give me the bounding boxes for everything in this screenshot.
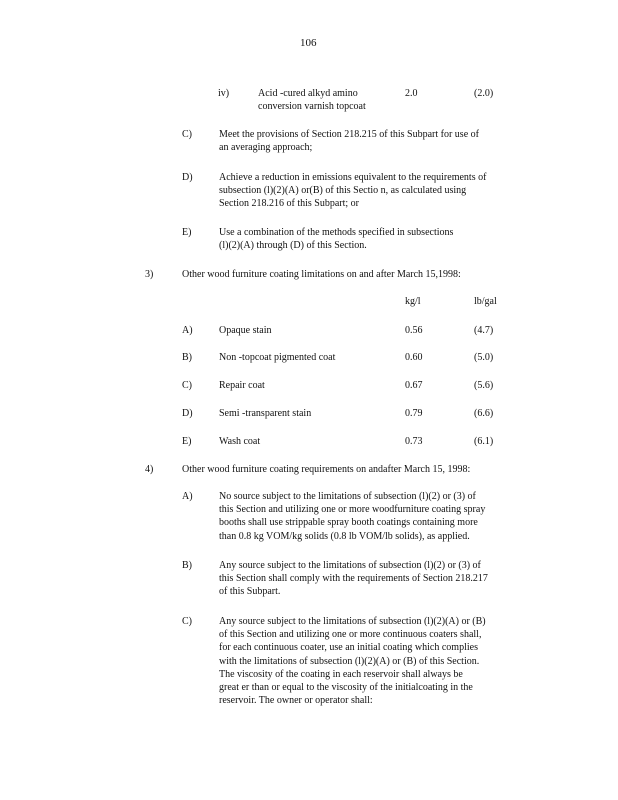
option-e-text xyxy=(219,226,453,252)
requirement-c-text xyxy=(219,615,486,707)
section-3-number: 3) xyxy=(145,269,154,280)
option-line: subsection (l)(2)(A) or(B) of this Sectio n, as calculated using xyxy=(219,185,467,197)
limit-row-name: Semi -transparent stain xyxy=(219,408,312,419)
option-line: (l)(2)(A) through (D) of this Section. xyxy=(219,240,367,252)
option-d-label: D) xyxy=(182,172,193,183)
limit-row-kg: 0.67 xyxy=(405,380,423,391)
page-number: 106 xyxy=(300,37,317,49)
limit-row-name: Non -topcoat pigmented coat xyxy=(219,352,336,363)
option-line: Achieve a reduction in emissions equivalent to the requirements of xyxy=(219,172,487,183)
limit-row-lb: (6.1) xyxy=(474,436,494,447)
requirement-line: of this Section and utilizing one or more continuous coaters shall, xyxy=(219,629,482,641)
limit-row-name: Repair coat xyxy=(219,380,265,391)
requirement-line: The viscosity of the coating in each reservoir shall always be xyxy=(219,668,463,680)
requirement-line: this Section and utilizing one or more woodfurniture coating spray xyxy=(219,504,486,516)
limit-row-label: E) xyxy=(182,436,192,447)
limit-row-name: Opaque stain xyxy=(219,325,272,336)
section-4-heading: Other wood furniture coating requirements on andafter March 15, 1998: xyxy=(182,464,471,475)
limit-row-lb: (5.0) xyxy=(474,352,494,363)
limit-row-label: B) xyxy=(182,352,192,363)
item-iv-kg-value: 2.0 xyxy=(405,88,418,99)
option-line: Meet the provisions of Section 218.215 of this Subpart for use of xyxy=(219,129,479,140)
requirement-line: with the limitations of subsection (l)(2)(A) or (B) of this Section. xyxy=(219,655,480,667)
requirement-line: for each continuous coater, use an initial coating which complies xyxy=(219,642,478,654)
limit-row-lb: (4.7) xyxy=(474,325,494,336)
column-header-lb: lb/gal xyxy=(474,296,497,307)
requirement-line: great er than or equal to the viscosity of the initialcoating in the xyxy=(219,682,473,694)
option-line: Use a combination of the methods specified in subsections xyxy=(219,227,454,238)
limit-row-lb: (5.6) xyxy=(474,380,494,391)
option-line: an averaging approach; xyxy=(219,142,313,154)
limit-row-kg: 0.60 xyxy=(405,352,423,363)
option-c-text xyxy=(219,128,479,154)
requirement-a-label: A) xyxy=(182,491,193,502)
item-iv-description xyxy=(258,87,366,113)
requirement-line: No source subject to the limitations of subsection (l)(2) or (3) of xyxy=(219,491,476,502)
item-iv-label: iv) xyxy=(218,88,230,99)
requirement-line: of this Subpart. xyxy=(219,586,281,598)
limit-row-lb: (6.6) xyxy=(474,408,494,419)
section-3-heading: Other wood furniture coating limitations on and after March 15,1998: xyxy=(182,269,461,280)
limit-row-kg: 0.56 xyxy=(405,325,423,336)
option-c-label: C) xyxy=(182,129,192,140)
limit-row-name: Wash coat xyxy=(219,436,261,447)
requirement-b-text xyxy=(219,559,488,599)
limit-row-kg: 0.79 xyxy=(405,408,423,419)
requirement-line: this Section shall comply with the requirements of Section 218.217 xyxy=(219,573,488,585)
item-iv-lb-value: (2.0) xyxy=(474,88,494,99)
requirement-line: Any source subject to the limitations of subsection (l)(2)(A) or (B) xyxy=(219,616,486,627)
limit-row-label: A) xyxy=(182,325,193,336)
limit-row-label: C) xyxy=(182,380,192,391)
limit-row-kg: 0.73 xyxy=(405,436,423,447)
item-iv-desc-line: conversion varnish topcoat xyxy=(258,101,366,113)
limit-row-label: D) xyxy=(182,408,193,419)
column-header-kg: kg/l xyxy=(405,296,421,307)
requirement-b-label: B) xyxy=(182,560,192,571)
option-d-text xyxy=(219,171,486,211)
option-e-label: E) xyxy=(182,227,192,238)
requirement-line: booths shall use strippable spray booth coatings containing more xyxy=(219,517,478,529)
option-line: Section 218.216 of this Subpart; or xyxy=(219,198,359,210)
requirement-a-text xyxy=(219,490,485,543)
requirement-c-label: C) xyxy=(182,616,192,627)
item-iv-desc-line: Acid -cured alkyd amino xyxy=(258,88,358,99)
requirement-line: than 0.8 kg VOM/kg solids (0.8 lb VOM/lb solids), as applied. xyxy=(219,530,470,542)
requirement-line: reservoir. The owner or operator shall: xyxy=(219,695,373,707)
requirement-line: Any source subject to the limitations of subsection (l)(2) or (3) of xyxy=(219,560,481,571)
section-4-number: 4) xyxy=(145,464,154,475)
